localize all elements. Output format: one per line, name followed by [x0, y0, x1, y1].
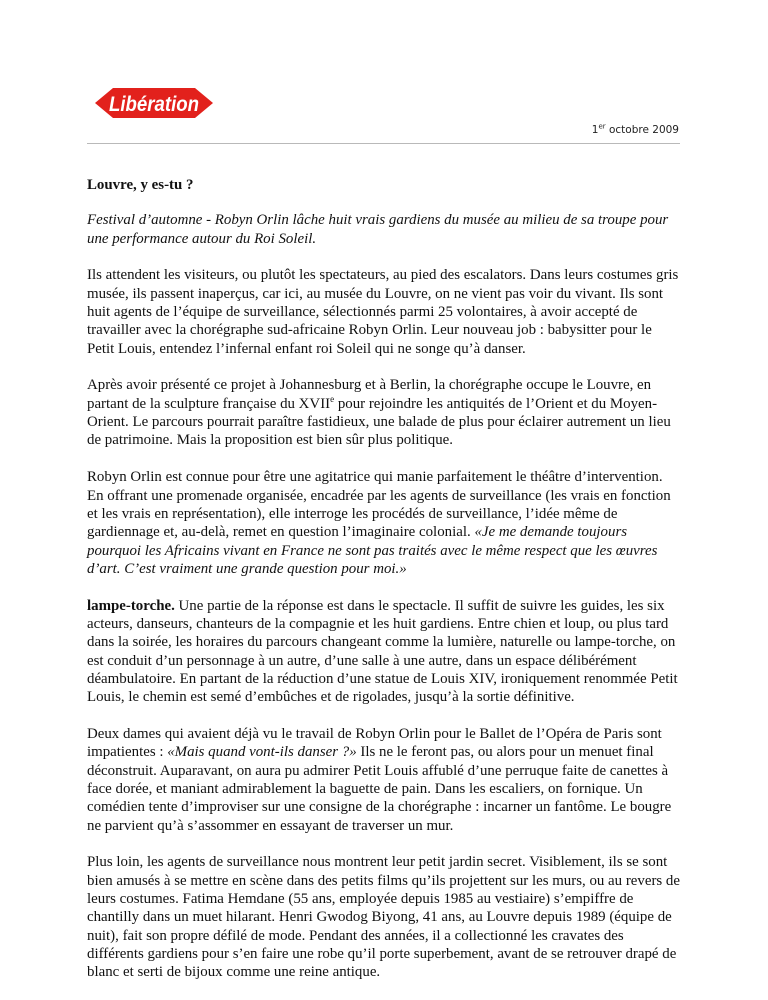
paragraph-5-text-b: Ils ne le feront pas, ou alors pour un menuet final déconstruit. Auparavant, on aura pu admirer Petit Louis affublé d’une perruque faite de canettes à face dorée, et maniant admirablement la baguette de pain. Dans les escaliers, on fornique. Un comédien tente d’improviser sur une consigne de la chorégraphe : incarner un fantôme. Le bougre ne parvient qu’à s’assommer en essayant de traverser un mur. — [87, 744, 672, 834]
paragraph-2 — [87, 376, 682, 449]
paragraph-2-text-b: pour rejoindre les antiquités de l’Orient et du Moyen-Orient. Le parcours pourrait paraître fastidieux, une balade de plus pour éclairer autrement un lieu de patrimoine. Mais la proposition est bien sûr plus politique. — [87, 395, 671, 449]
publication-date — [592, 124, 679, 136]
paragraph-4-text: Une partie de la réponse est dans le spectacle. Il suffit de suivre les guides, les six acteurs, danseurs, chanteurs de la compagnie et les huit gardiens. Entre chien et loup, ou plus tard dans la soirée, les horaires du parcours changeant comme la lumière, naturelle ou lampe-torche, on est conduit d’un personnage à un autre, d’une salle à une autre, dans un espace délibérément déambulatoire. En partant de la réduction d’une statue de Louis XIV, ironiquement renommée Petit Louis, le chemin est semé d’embûches et de rigolades, jusqu’à la sortie définitive. — [87, 597, 678, 706]
date-ordinal: er — [598, 122, 606, 131]
logo-graphic — [95, 84, 213, 122]
paragraph-3 — [87, 468, 682, 578]
century-superscript: e — [330, 393, 335, 404]
article-headline: Louvre, y es-tu ? — [87, 177, 194, 193]
paragraph-5 — [87, 725, 682, 835]
logo-text: Libération — [109, 93, 199, 116]
date-day: 1 — [591, 124, 599, 136]
liberation-logo — [95, 84, 213, 122]
header-divider — [87, 143, 680, 144]
paragraph-2-text-a: Après avoir présenté ce projet à Johannesburg et à Berlin, la chorégraphe occupe le Louvre, en partant de la sculpture française du XVII — [87, 377, 652, 412]
article-lead: Festival d’automne - Robyn Orlin lâche huit vrais gardiens du musée au milieu de sa troupe pour une performance autour du Roi Soleil. — [87, 212, 669, 247]
paragraph-4 — [87, 597, 682, 707]
paragraph-5-text-a: Deux dames qui avaient déjà vu le travail de Robyn Orlin pour le Ballet de l’Opéra de Paris sont impatientes : — [87, 725, 662, 761]
paragraph-6: Plus loin, les agents de surveillance nous montrent leur petit jardin secret. Visiblement, ils se sont bien amusés à se mettre en scène dans des petits films qu’ils projettent sur les murs, ou au revers de leurs costumes. Fatima Hemdane (55 ans, employée depuis 1985 au vestiaire) s’empiffre de chantilly dans un muet hilarant. Henri Gwodog Biyong, 41 ans, au Louvre depuis 1989 (équipe de nuit), fait son propre défilé de mode. Pendant des années, il a collectionné les cravates des différents gardiens pour s’en faire une robe qu’il porte superbement, avant de se retrouver drapé de blanc et serti de bijoux comme une reine antique. — [87, 854, 680, 981]
section-kicker: lampe-torche. — [87, 597, 175, 614]
paragraph-3-text: Robyn Orlin est connue pour être une agitatrice qui manie parfaitement le théâtre d’intervention. En offrant une promenade organisée, encadrée par les agents de surveillance (les vrais en fonction et les vrais en représentation), elle interroge les procédés de surveillance, l’idée même de gardiennage et, au-delà, remet en question l’imaginaire colonial. — [87, 469, 671, 541]
paragraph-5-quote: «Mais quand vont-ils danser ?» — [167, 744, 357, 761]
paragraph-1: Ils attendent les visiteurs, ou plutôt les spectateurs, au pied des escalators. Dans leurs costumes gris musée, ils passent inaperçus, car ici, au musée du Louvre, on ne vient pas voir du vivant. Ils sont huit agents de l’équipe de surveillance, sélectionnés parmi 25 volontaires, à avoir accepté de travailler avec la chorégraphe sud-africaine Robyn Orlin. Leur nouveau job : babysitter pour le Petit Louis, entendez l’infernal enfant roi Soleil qui ne songe qu’à danser. — [87, 267, 679, 357]
article-body — [87, 176, 682, 1000]
date-rest: octobre 2009 — [605, 124, 679, 136]
paragraph-3-quote: «Je me demande toujours pourquoi les Africains vivant en France ne sont pas traités avec le même respect que les œuvres d’art. C’est vraiment une grande question pour moi.» — [87, 524, 658, 577]
